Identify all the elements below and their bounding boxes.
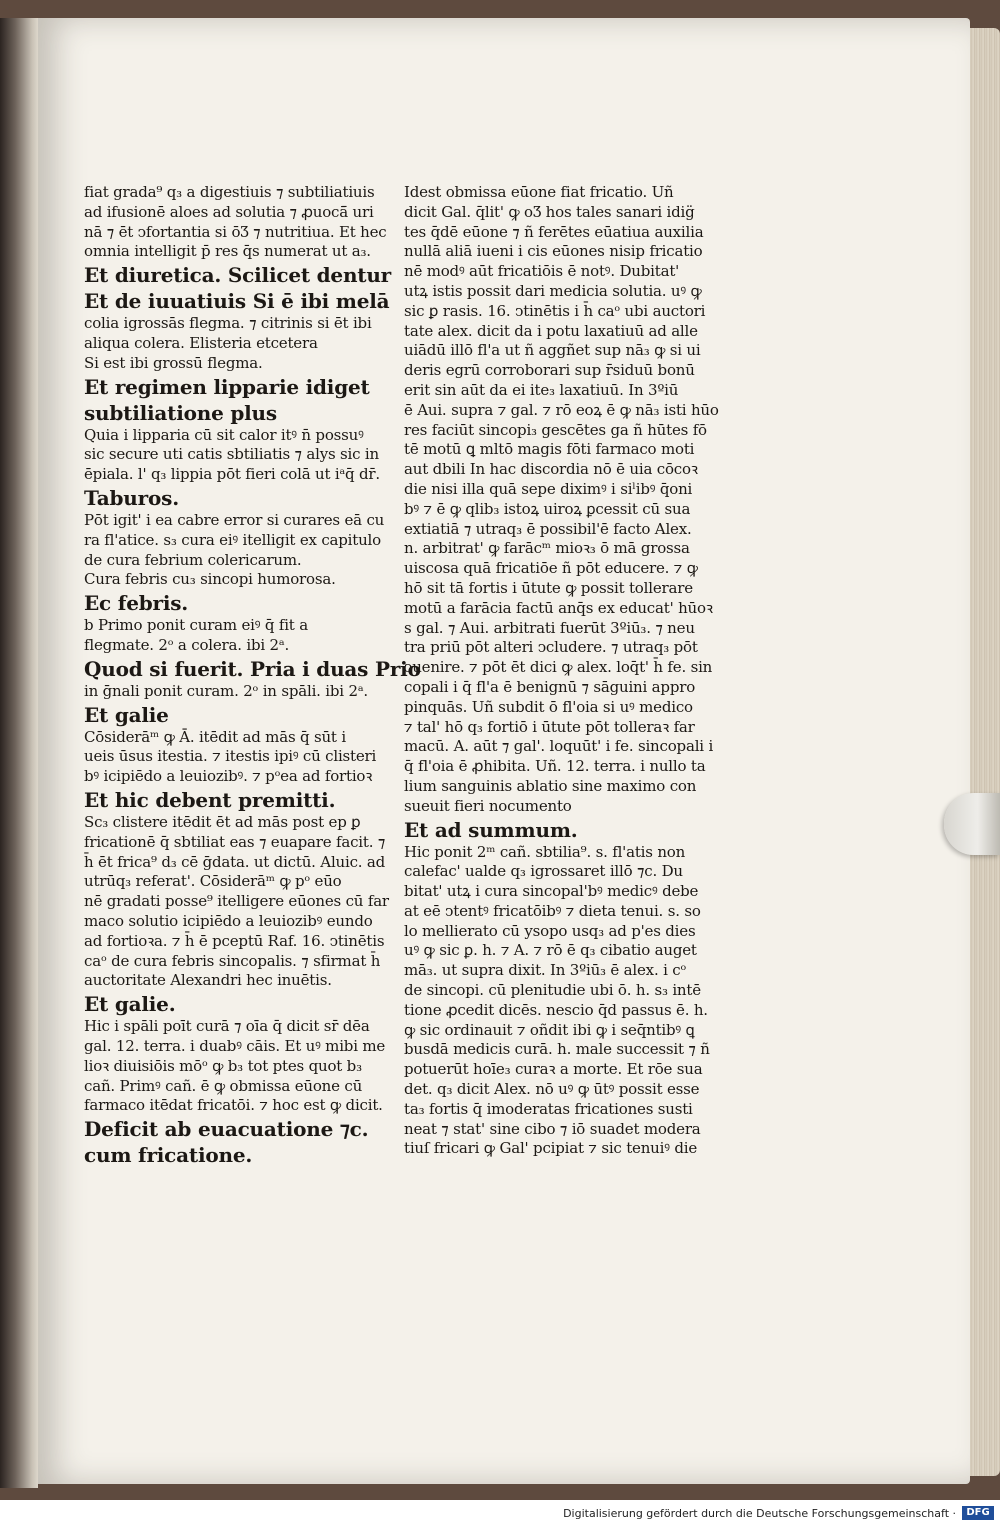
text-line: Quia i lipparia cū sit calor itꝰ n̄ possuꝰ: [84, 425, 364, 444]
text-line: maco solutio icipiēdo a leuiozibꝰ eundo: [84, 911, 373, 930]
text-line: neat ⁊ stat' sine cibo ⁊ iō suadet modera: [404, 1119, 701, 1138]
text-line: ꝙ sic ordinauit ⁊ oñdit ibi ꝙ i seq̄ntibꝰ ꝗ: [404, 1020, 695, 1039]
section-heading: Ec febris.: [84, 591, 189, 616]
text-line: deris egrū corroborari sup r̄siduū bonū: [404, 361, 695, 380]
text-line: fiat grada⁹ q₃ a digestiuis ⁊ subtiliatiuis: [84, 183, 375, 201]
text-line: busdā medicis curā. h. male successit ⁊ ñ: [404, 1040, 710, 1059]
dfg-logo: DFG: [962, 1506, 994, 1520]
text-line: s gal. ⁊ Aui. arbitrati fuerūt 3ºiū₃. ⁊ neu: [404, 618, 695, 637]
text-line: b Primo ponit curam eiꝰ q̄ fit a: [84, 616, 308, 635]
text-line: Cura febris cu₃ sincopi humorosa.: [84, 570, 336, 589]
text-line: tes q̄dē eūone ⁊ ñ ferētes eūatiua auxilia: [404, 222, 704, 241]
text-line: sic ꝑ rasis. 16. ↄtinētis i h̄ caᵒ ubi auctori: [404, 301, 706, 320]
text-line: copali i q̄ fl'a ē benignū ⁊ sāguini appro: [404, 677, 696, 696]
text-line: de cura febrium colericarum.: [84, 550, 302, 569]
text-line: aliqua colera. Elisteria etcetera: [84, 333, 318, 352]
text-line: potuerūt hoīe₃ curaꝛ a morte. Et rōe sua: [404, 1060, 703, 1079]
text-line: cañ. Primꝰ cañ. ē ꝙ obmissa eūone cū: [84, 1076, 363, 1095]
section-heading: Et galie.: [84, 992, 176, 1017]
text-line: Pōt igit' i ea cabre error si curares eā cu: [84, 510, 385, 529]
text-line: Hic ponit 2ᵐ cañ. sbtilia⁹. s. fl'atis non: [404, 842, 686, 861]
text-line: res faciūt sincopi₃ gescētes ga ñ hūtes fō: [404, 420, 707, 439]
text-line: ⁊ tal' hō q₃ fortiō i ūtute pōt tolleraꝛ far: [404, 717, 695, 736]
text-line: motū a farācia factū anq̄s ex educat' hūoꝛ: [404, 598, 713, 617]
section-heading: Et ad summum.: [404, 817, 578, 842]
left-text-column: [84, 183, 421, 1168]
text-line: fricationē q̄ sbtiliat eas ⁊ euapare facit. ⁊: [84, 832, 386, 851]
section-heading: Deficit ab euacuatione ⁊c.: [84, 1117, 369, 1142]
text-line: pinquās. Uñ subdit ō fl'oia si uꝰ medico: [404, 697, 693, 716]
section-heading: Et regimen lipparie idiget: [84, 374, 370, 399]
text-line: mā₃. ut supra dixit. In 3ºiū₃ ē alex. i cᵒ: [404, 961, 687, 980]
text-line: ta₃ fortis q̄ imoderatas fricationes susti: [404, 1099, 693, 1118]
section-heading: subtiliatione plus: [84, 400, 277, 425]
funding-notice: Digitalisierung gefördert durch die Deutsche Forschungsgemeinschaft ·: [563, 1507, 956, 1520]
text-line: uiscosa quā fricatiōe ñ pōt educere. ⁊ ꝙ: [404, 559, 698, 578]
text-line: erit sin aūt da ei ite₃ laxatiuū. In 3ºiū: [404, 380, 679, 399]
footer-bar: [0, 1500, 1000, 1526]
text-line: uiādū illō fl'a ut ñ aggñet sup nā₃ ꝙ si ui: [404, 341, 701, 360]
text-line: det. q₃ dicit Alex. nō uꝰ ꝙ ūtꝰ possit esse: [404, 1080, 700, 1099]
text-line: nullā aliā iueni i cis eūones nisip fricatio: [404, 242, 703, 261]
text-line: Sc₃ clistere itēdit ēt ad mās post ep ꝑ: [84, 812, 361, 831]
text-line: extiatiā ⁊ utraq₃ ē possibil'ē facto Alex.: [404, 519, 692, 538]
text-line: aut dbili In hac discordia nō ē uia cōcoꝛ: [404, 460, 698, 479]
text-line: Cōsiderāᵐ ꝙ Ā. itēdit ad mās q̄ sūt i: [84, 727, 346, 746]
book-spine-edge: [0, 18, 38, 1488]
text-line: ad fortioꝛa. ⁊ h̄ ē pceptū Raf. 16. ↄtinētis: [84, 931, 385, 950]
text-line: Hic i spāli poīt curā ⁊ oīa q̄ dicit sr̄ dēa: [84, 1017, 370, 1036]
right-text-column: [404, 183, 719, 1159]
text-line: gal. 12. terra. i duabꝰ cāis. Et uꝰ mibi me: [84, 1036, 386, 1055]
text-line: lioꝛ diuisiōis mōᵒ ꝙ b₃ tot ptes quot b₃: [84, 1056, 362, 1075]
text-line: bꝰ ⁊ ē ꝙ qlib₃ istoꝝ uiroꝝ ꝑcessit cū sua: [404, 499, 691, 518]
text-line: in ḡnali ponit curam. 2ᵒ in spāli. ibi 2ᵃ.: [84, 681, 368, 700]
text-line: bꝰ icipiēdo a leuiozibꝰ. ⁊ pᵒea ad fortioꝛ: [84, 767, 373, 786]
text-line: ēpiala. l' q₃ lippia pōt fieri colā ut iᵃq̄ dr̄.: [84, 465, 380, 484]
text-line: flegmate. 2ᵒ a colera. ibi 2ᵃ.: [84, 635, 290, 654]
section-heading: Et galie: [84, 702, 169, 727]
text-line: dicit Gal. q̄lit' ꝙ oƷ hos tales sanari idig̈: [404, 202, 695, 221]
text-line: nē gradati posse⁹ itelligere eūones cū far: [84, 892, 389, 911]
text-line: lo mellierato cū ysopo usq₃ ad p'es dies: [404, 921, 696, 940]
text-line: nē modꝰ aūt fricatiōis ē notꝰ. Dubitat': [404, 262, 680, 281]
text-line: utrūq₃ referat'. Cōsiderāᵐ ꝙ pᵒ eūo: [84, 872, 342, 891]
text-line: tē motū ꝗ mltō magis fōti farmaco moti: [404, 440, 695, 459]
text-line: ueis ūsus itestia. ⁊ itestis ipiꝰ cū clisteri: [84, 747, 377, 766]
text-line: de sincopi. cū plenitudie ubi ō. h. s₃ intē: [404, 981, 701, 1000]
text-line: at eē ↄtentꝰ fricatōibꝰ ⁊ dieta tenui. s. so: [404, 901, 701, 920]
section-heading: Taburos.: [84, 485, 179, 510]
text-line: ra fl'atice. s₃ cura eiꝰ itelligit ex capitulo: [84, 530, 381, 549]
text-line: omnia intelligit p̄ res q̄s numerat ut a₃.: [84, 242, 371, 261]
text-line: hō sit tā fortis i ūtute ꝙ possit tollerare: [404, 578, 693, 597]
bookmark-tab: [944, 793, 1000, 855]
text-line: macū. A. aūt ⁊ gal'. loquūt' i fe. sincopali i: [404, 737, 714, 756]
section-heading: Quod si fuerit. Pria i duas Prio: [84, 656, 421, 681]
text-line: ad ifusionē aloes ad solutia ⁊ ꝓuocā̄ uri: [84, 202, 374, 221]
text-line: Si est ibi grossū flegma.: [84, 353, 263, 372]
text-line: auctoritate Alexandri hec inuētis.: [84, 971, 332, 990]
section-heading: Et hic debent premitti.: [84, 787, 336, 812]
text-line: colia igrossās flegma. ⁊ citrinis si ēt ibi: [84, 314, 372, 333]
text-line: Idest obmissa eūone fiat fricatio. Uñ: [404, 183, 674, 201]
section-heading: cum fricatione.: [84, 1143, 253, 1168]
page-stack-edge: [970, 28, 1000, 1476]
text-line: die nisi illa quā sepe diximꝰ i siˡibꝰ q̄oni: [404, 479, 693, 498]
text-line: uꝰ ꝙ sic ꝑ. h. ⁊ A. ⁊ rō ē q₃ cibatio auget: [404, 941, 697, 960]
text-line: calefac' ualde q₃ igrossaret illō ⁊c. Du: [404, 862, 683, 881]
text-line: tiuſ fricari ꝙ Gal' pcipiat ⁊ sic tenuiꝰ die: [404, 1139, 698, 1158]
text-line: ē Aui. supra ⁊ gal. ⁊ rō eoꝝ ē ꝙ nā₃ isti hūo: [404, 400, 719, 419]
text-line: nā ⁊ ēt ↄfortantia si ōƷ ⁊ nutritiua. Et hec: [84, 222, 387, 241]
text-line: tione ꝓcedit dicēs. nescio q̄d passus ē. h.: [404, 1000, 708, 1019]
text-line: farmaco itēdat fricatōi. ⁊ hoc est ꝙ dicit.: [84, 1096, 383, 1115]
text-line: sueuit fieri nocumento: [404, 796, 572, 815]
section-heading: Et de iuuatiuis Si ē ibi melā: [84, 289, 390, 314]
text-line: q̄ fl'oia ē ꝓhibita. Uñ. 12. terra. i nullo ta: [404, 757, 706, 776]
text-line: bitat' utꝝ i cura sincopal'bꝰ medicꝰ debe: [404, 882, 699, 901]
text-line: lium sanguinis ablatio sine maximo con: [404, 776, 697, 795]
text-line: utꝝ istis possit dari medicia solutia. uꝰ ꝙ: [404, 281, 702, 300]
text-line: sic secure uti catis sbtiliatis ⁊ alys sic in: [84, 445, 379, 464]
text-line: h̄ ēt frica⁹ d₃ cē ḡdata. ut dictū. Aluic. ad: [84, 852, 386, 871]
text-line: caᵒ de cura febris sincopalis. ⁊ sfirmat h̄: [84, 951, 381, 970]
section-heading: Et diuretica. Scilicet dentur: [84, 263, 392, 288]
text-line: n. arbitrat' ꝙ farācᵐ mioꝛ₃ ō mā grossa: [404, 539, 690, 558]
text-line: tate alex. dicit da i potu laxatiuū ad alle: [404, 321, 698, 340]
text-line: ↄuenire. ⁊ pōt ēt dici ꝙ alex. loq̄t' h̄ fe. sin: [404, 658, 713, 677]
text-line: tra priū pōt alteri ↄcludere. ⁊ utraq₃ pōt: [404, 638, 698, 657]
